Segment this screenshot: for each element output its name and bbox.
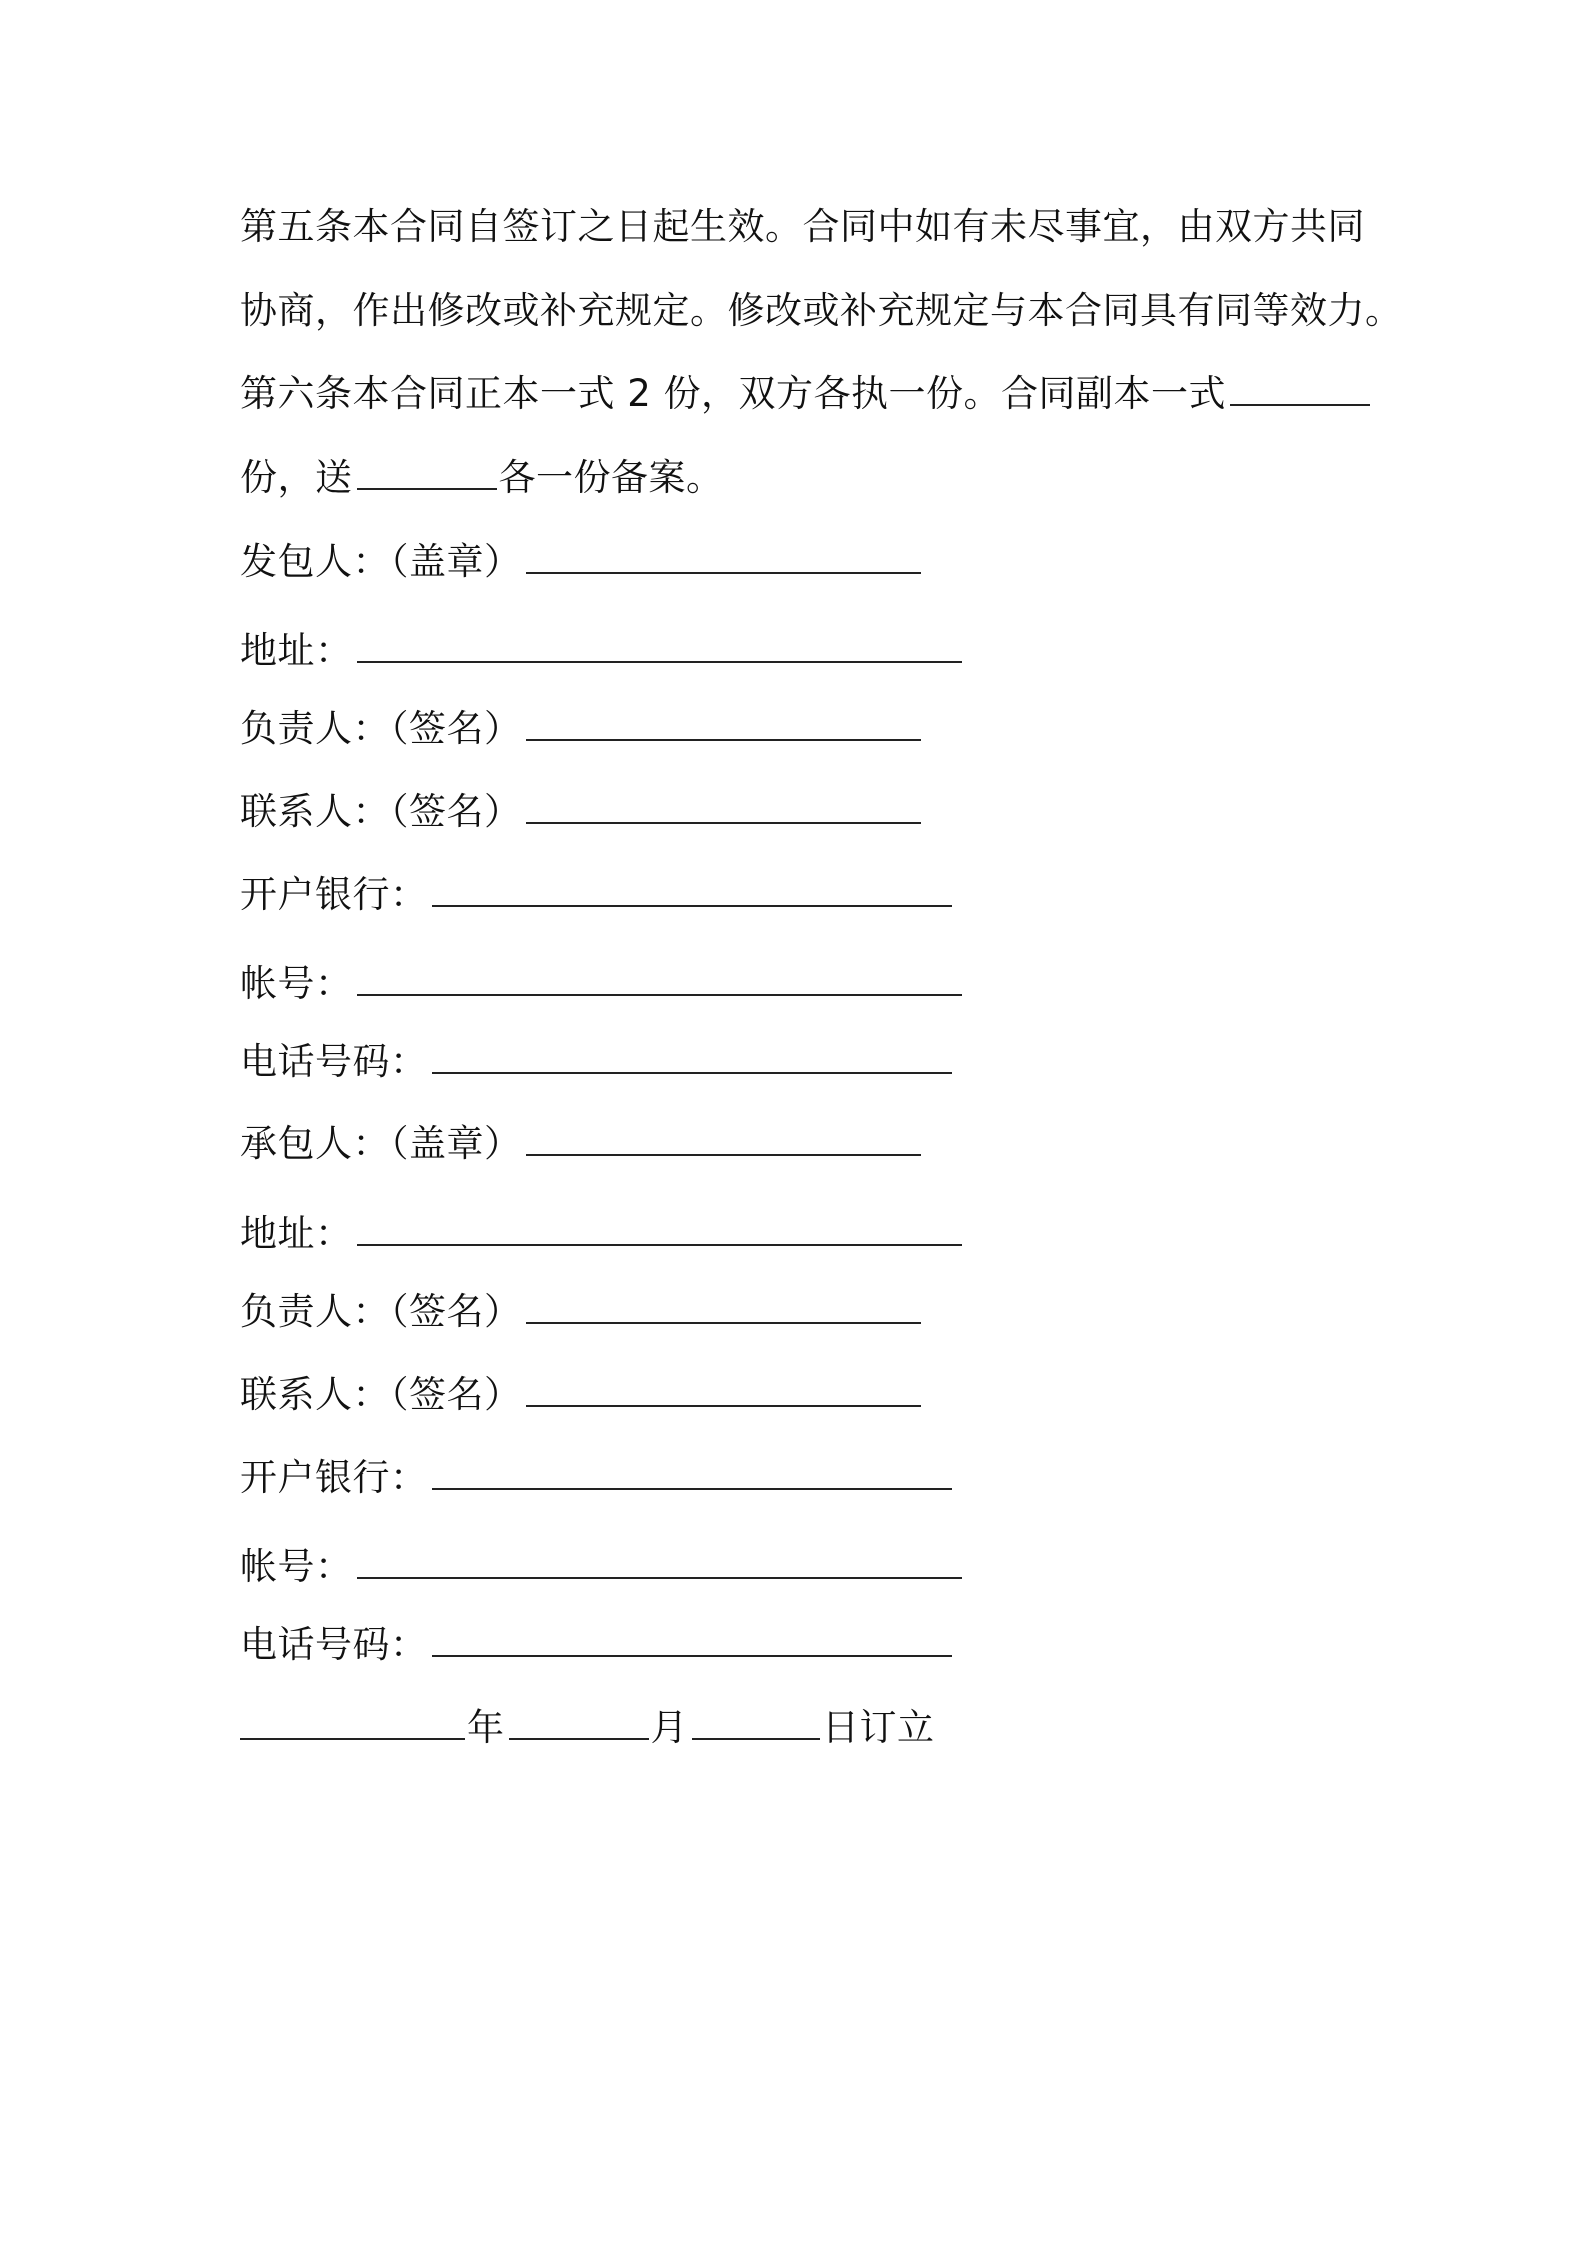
clause-6-send-text: 份，送	[240, 456, 353, 499]
employer-seal-row	[240, 540, 923, 583]
employer-contact-label: 联系人：（签名）	[240, 790, 522, 833]
employer-contact-blank[interactable]	[526, 816, 921, 824]
year-label: 年	[467, 1706, 505, 1749]
contractor-phone-blank[interactable]	[432, 1649, 952, 1657]
employer-phone-blank[interactable]	[432, 1066, 952, 1074]
recipient-blank[interactable]	[357, 482, 497, 490]
contractor-seal-label: 承包人：（盖章）	[240, 1122, 522, 1165]
contractor-person-label: 负责人：（签名）	[240, 1290, 522, 1333]
employer-bank-row	[240, 873, 954, 916]
employer-contact-row	[240, 790, 923, 833]
clause-6-text: 第六条本合同正本一式 2 份，双方各执一份。合同副本一式	[240, 372, 1227, 415]
signing-date-row	[240, 1706, 935, 1749]
clause-6-line-2	[240, 456, 724, 499]
employer-bank-blank[interactable]	[432, 899, 952, 907]
day-label: 日订立	[822, 1706, 935, 1749]
employer-bank-label: 开户银行：	[240, 873, 428, 916]
contractor-person-row	[240, 1290, 923, 1333]
employer-address-row	[240, 629, 964, 672]
contractor-contact-label: 联系人：（签名）	[240, 1373, 522, 1416]
day-blank[interactable]	[692, 1732, 820, 1740]
contractor-account-blank[interactable]	[357, 1571, 962, 1579]
clause-5-line-2: 协商，作出修改或补充规定。修改或补充规定与本合同具有同等效力。	[240, 289, 1403, 332]
contractor-address-row	[240, 1212, 964, 1255]
employer-seal-label: 发包人：（盖章）	[240, 540, 522, 583]
employer-phone-label: 电话号码：	[240, 1040, 428, 1083]
contractor-address-blank[interactable]	[357, 1238, 962, 1246]
clause-5-line-1: 第五条本合同自签订之日起生效。合同中如有未尽事宜，由双方共同	[240, 205, 1365, 248]
contractor-account-label: 帐号：	[240, 1545, 353, 1588]
month-label: 月	[650, 1706, 688, 1749]
clause-6-line-1	[240, 372, 1372, 415]
contractor-contact-row	[240, 1373, 923, 1416]
contractor-account-row	[240, 1545, 964, 1588]
employer-address-label: 地址：	[240, 629, 353, 672]
employer-person-label: 负责人：（签名）	[240, 707, 522, 750]
contractor-address-label: 地址：	[240, 1212, 353, 1255]
contractor-bank-row	[240, 1456, 954, 1499]
contractor-phone-row	[240, 1623, 954, 1666]
month-blank[interactable]	[509, 1732, 649, 1740]
year-blank[interactable]	[240, 1732, 465, 1740]
contractor-seal-row	[240, 1122, 923, 1165]
employer-person-blank[interactable]	[526, 733, 921, 741]
employer-account-row	[240, 962, 964, 1005]
employer-phone-row	[240, 1040, 954, 1083]
clause-6-filing-text: 各一份备案。	[498, 456, 724, 499]
contractor-contact-blank[interactable]	[526, 1399, 921, 1407]
contractor-bank-blank[interactable]	[432, 1482, 952, 1490]
contractor-phone-label: 电话号码：	[240, 1623, 428, 1666]
copies-count-blank[interactable]	[1230, 398, 1370, 406]
employer-account-label: 帐号：	[240, 962, 353, 1005]
employer-person-row	[240, 707, 923, 750]
employer-account-blank[interactable]	[357, 988, 962, 996]
contractor-person-blank[interactable]	[526, 1316, 921, 1324]
contractor-bank-label: 开户银行：	[240, 1456, 428, 1499]
employer-seal-blank[interactable]	[526, 566, 921, 574]
employer-address-blank[interactable]	[357, 655, 962, 663]
contractor-seal-blank[interactable]	[526, 1148, 921, 1156]
